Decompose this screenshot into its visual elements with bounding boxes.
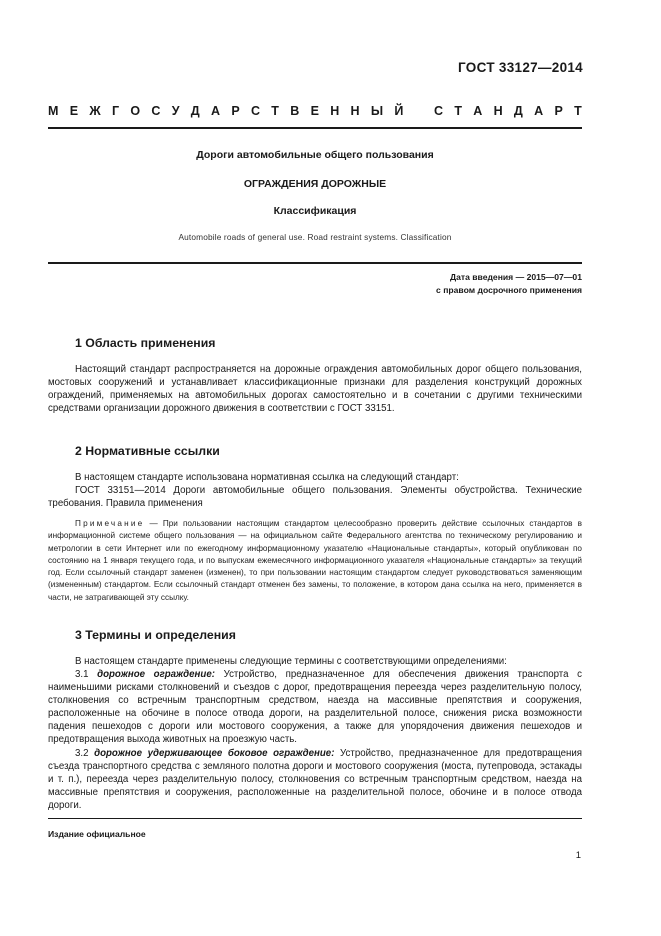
banner-letter: Н [493, 104, 503, 118]
banner-letter: Е [310, 104, 319, 118]
section-2-heading: 2 Нормативные ссылки [75, 444, 220, 458]
banner-letter: У [171, 104, 180, 118]
title-line-2: ОГРАЖДЕНИЯ ДОРОЖНЫЕ [243, 178, 387, 190]
banner-letter: Д [513, 104, 523, 118]
banner-letter: Е [69, 104, 79, 118]
section-1-heading: 1 Область применения [75, 336, 216, 350]
banner-letter: Т [271, 104, 279, 118]
term-3-2 [48, 747, 582, 812]
edition-label: Издание официальное [48, 829, 146, 839]
banner-letter [415, 104, 423, 118]
banner-letter: Н [350, 104, 360, 118]
header-rule-bottom [48, 262, 582, 264]
banner-letter: С [433, 104, 444, 118]
section-3-paragraph-1: В настоящем стандарте применены следующие термины с соответствующими определениями: [75, 656, 507, 667]
banner-letter: М [48, 104, 59, 118]
banner-letter: Р [554, 104, 563, 118]
section-2-paragraph-1: В настоящем стандарте использована нормативная ссылка на следующий стандарт: [75, 472, 459, 483]
page-number: 1 [575, 850, 581, 861]
section-1-paragraph: Настоящий стандарт распространяется на дорожные ограждения автомобильных дорог общего пользования, мостовых сооружений и устанавливает классификационные признаки для разделения конструкций дорожных ограждений, применяемых на автомобильных дорогах самостоятельно и в сочетании с другими техническими средствами организации дорожного движения в соответствии с ГОСТ 33151. [48, 364, 582, 415]
banner-letter: Т [574, 104, 582, 118]
banner-letter: С [151, 104, 161, 118]
introduction-date: Дата введения — 2015—07—01 [449, 272, 582, 282]
document-code: ГОСТ 33127—2014 [458, 60, 583, 75]
banner-letter: Д [190, 104, 200, 118]
banner-letter: В [290, 104, 300, 118]
banner-letter: А [473, 104, 483, 118]
banner-letter: С [250, 104, 260, 118]
banner-letter: А [534, 104, 544, 118]
banner-letter: Й [394, 104, 404, 118]
interstate-standard-banner [48, 104, 582, 118]
banner-letter: Г [111, 104, 120, 118]
section-2-paragraph-2: ГОСТ 33151—2014 Дороги автомобильные общего пользования. Элементы обустройства. Технические требования. Правила применения [48, 485, 582, 510]
term-3-1 [48, 668, 582, 747]
title-line-1: Дороги автомобильные общего пользования [196, 149, 434, 161]
term-3-2-number: 3.2 [75, 748, 95, 759]
banner-letter: Т [454, 104, 462, 118]
footer-rule [48, 818, 582, 819]
banner-letter: Ж [89, 104, 101, 118]
banner-letter: О [130, 104, 141, 118]
banner-letter: Ы [370, 104, 384, 118]
english-title: Automobile roads of general use. Road restraint systems. Classification [178, 232, 452, 242]
term-3-2-definition: Устройство, предназначенное для предотвращения съезда транспортного средства с земляного полотна дороги и мостового сооружения (моста, путепровода, эстакады и т. п.), переезда через разделительную полосу, столкновения со встречным транспортным средством, наезда на массивные препятствия и сооружения, расположенные на разделительной полосе, обочине и в полосе отвода дороги. [48, 748, 582, 812]
note-label: Примечание [75, 519, 145, 528]
term-3-1-definition: Устройство, предназначенное для обеспечения движения транспорта с наименьшими рисками столкновений и съездов с дорог, предотвращения переезда через разделительную полосу, столкновения со встречным транспортным средством, наезда на массивные препятствия и сооружения, расположенные на обочине в полосе отвода дороги, на разделительной полосе, снижения риска возможности падения пешеходов с дороги или мостового сооружения, а также для упорядочения движения пешеходов и предотвращения выхода животных на проезжую часть. [48, 669, 582, 746]
note-text: — При пользовании настоящим стандартом целесообразно проверить действие ссылочных стандартов в информационной системе общего пользования — на официальном сайте Федерального агентства по техническому регулированию и метрологии в сети Интернет или по ежегодному информационному указателю «Национальные стандарты», который опубликован по состоянию на 1 января текущего года, и по выпускам ежемесячного информационного указателя «Национальные стандарты» за текущий год. Если ссылочный стандарт заменен (изменен), то при пользовании настоящим стандартом следует руководствоваться заменяющим (измененным) стандартом. Если ссылочный стандарт отменен без замены, то положение, в котором дана ссылка на него, применяется в части, не затрагивающей эту ссылку. [48, 519, 582, 602]
term-3-1-name: дорожное ограждение: [97, 669, 215, 680]
title-line-3: Классификация [273, 205, 357, 217]
header-rule-top [48, 127, 582, 129]
section-3-heading: 3 Термины и определения [75, 628, 236, 642]
banner-letter: Р [231, 104, 240, 118]
term-3-2-name: дорожное удерживающее боковое ограждение: [94, 748, 335, 759]
banner-letter: А [211, 104, 221, 118]
early-application: с правом досрочного применения [436, 285, 582, 295]
section-2-note [48, 518, 582, 604]
term-3-1-number: 3.1 [75, 669, 98, 680]
banner-letter: Н [330, 104, 340, 118]
